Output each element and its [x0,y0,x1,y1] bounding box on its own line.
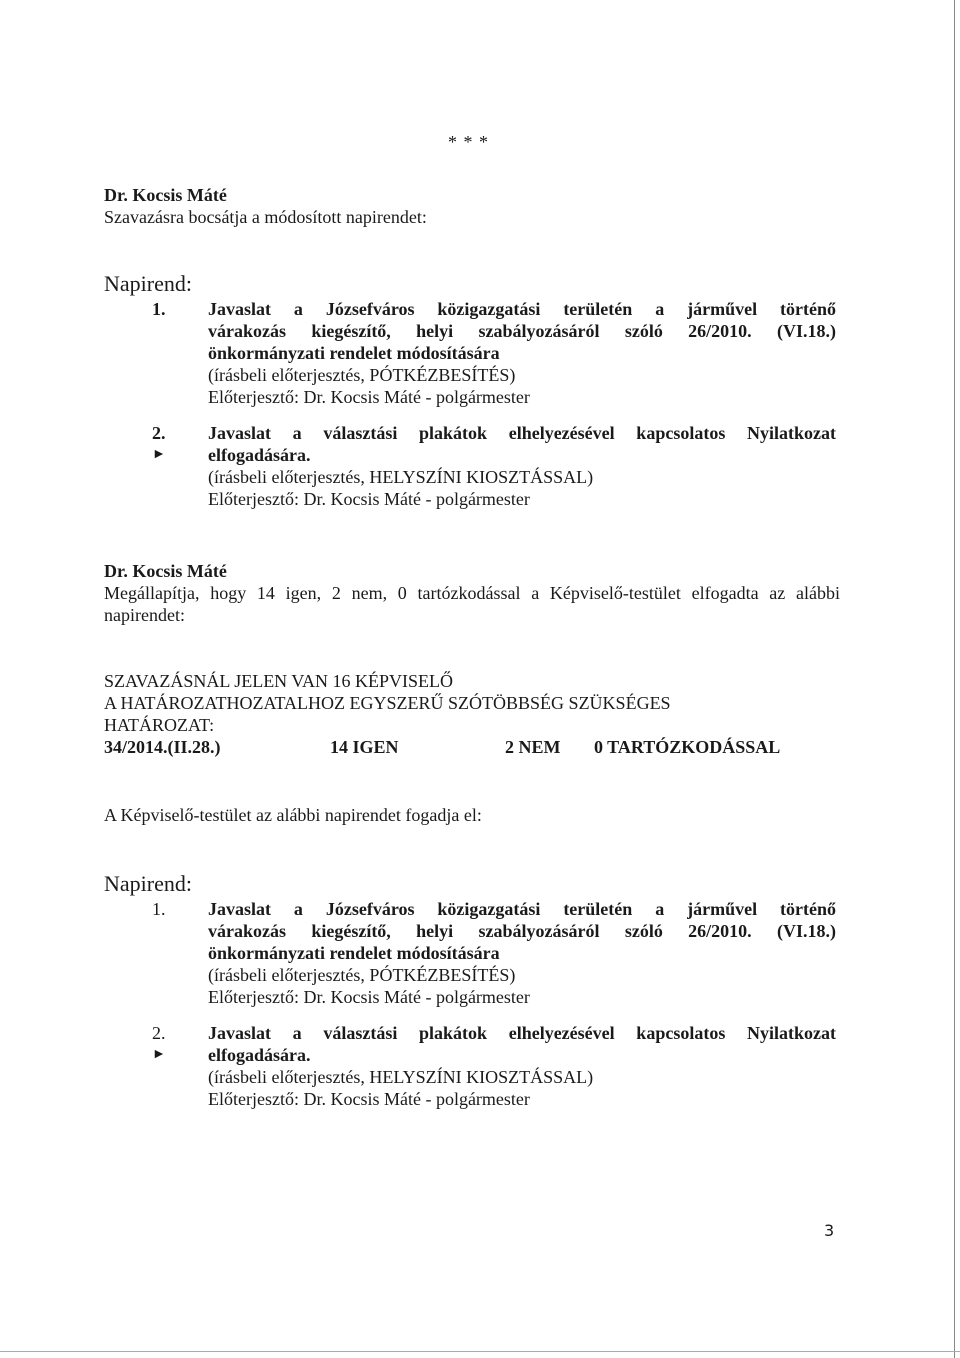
agenda-item-number: 1. [152,899,166,919]
vote-abstain: 0 TARTÓZKODÁSSAL [594,737,781,757]
agenda-item-presenter: Előterjesztő: Dr. Kocsis Máté - polgármester [208,1089,530,1109]
resolution-number: 34/2014.(II.28.) [104,737,221,757]
scan-edge-line [0,1351,960,1352]
attendance-text: SZAVAZÁSNÁL JELEN VAN 16 KÉPVISELŐ [104,671,454,691]
arrow-marker-icon: ► [152,447,166,462]
agenda-item-title-line: elfogadására. [208,445,311,465]
agenda-item-note: (írásbeli előterjesztés, HELYSZÍNI KIOSZTÁSSAL) [208,1067,594,1087]
vote-yes: 14 IGEN [330,737,399,757]
agenda-item-title-line: Javaslat a választási plakátok elhelyezésével kapcsolatos Nyilatkozat [208,423,836,443]
agenda-item-note: (írásbeli előterjesztés, PÓTKÉZBESÍTÉS) [208,365,516,385]
speaker-name: Dr. Kocsis Máté [104,561,227,581]
agenda-heading: Napirend: [104,271,192,296]
agenda-item-title-line: önkormányzati rendelet módosítására [208,343,500,363]
agenda-item-number: 2. [152,423,166,443]
agenda-item-presenter: Előterjesztő: Dr. Kocsis Máté - polgármester [208,987,530,1007]
agenda-item-title-line: várakozás kiegészítő, helyi szabályozásáról szóló 26/2010. (VI.18.) [208,321,836,341]
agenda-item-title-line: várakozás kiegészítő, helyi szabályozásáról szóló 26/2010. (VI.18.) [208,921,836,941]
statement-text: Megállapítja, hogy 14 igen, 2 nem, 0 tartózkodással a Képviselő-testület elfogadta az alábbi [104,583,840,603]
majority-text: A HATÁROZATHOZATALHOZ EGYSZERŰ SZÓTÖBBSÉG SZÜKSÉGES [104,693,671,713]
agenda-item-title-line: önkormányzati rendelet módosítására [208,943,500,963]
vote-no: 2 NEM [505,737,561,757]
agenda-item-note: (írásbeli előterjesztés, HELYSZÍNI KIOSZTÁSSAL) [208,467,594,487]
agenda-item-title-line: Javaslat a Józsefváros közigazgatási területén a járművel történő [208,299,836,319]
statement-text: napirendet: [104,605,185,625]
page-number: 3 [824,1221,835,1240]
acceptance-text: A Képviselő-testület az alábbi napirendet fogadja el: [104,805,482,825]
agenda-heading: Napirend: [104,871,192,896]
agenda-item-note: (írásbeli előterjesztés, PÓTKÉZBESÍTÉS) [208,965,516,985]
intro-text: Szavazásra bocsátja a módosított napirendet: [104,207,427,227]
resolution-label: HATÁROZAT: [104,715,215,735]
agenda-item-title-line: elfogadására. [208,1045,311,1065]
agenda-item-number: 1. [152,299,166,319]
agenda-item-number: 2. [152,1023,166,1043]
agenda-item-title-line: Javaslat a választási plakátok elhelyezésével kapcsolatos Nyilatkozat [208,1023,836,1043]
scan-edge-line [954,0,955,1358]
arrow-marker-icon: ► [152,1047,166,1062]
section-separator: * * * [448,132,489,152]
agenda-item-title-line: Javaslat a Józsefváros közigazgatási területén a járművel történő [208,899,836,919]
agenda-item-presenter: Előterjesztő: Dr. Kocsis Máté - polgármester [208,387,530,407]
agenda-item-presenter: Előterjesztő: Dr. Kocsis Máté - polgármester [208,489,530,509]
speaker-name: Dr. Kocsis Máté [104,185,227,205]
